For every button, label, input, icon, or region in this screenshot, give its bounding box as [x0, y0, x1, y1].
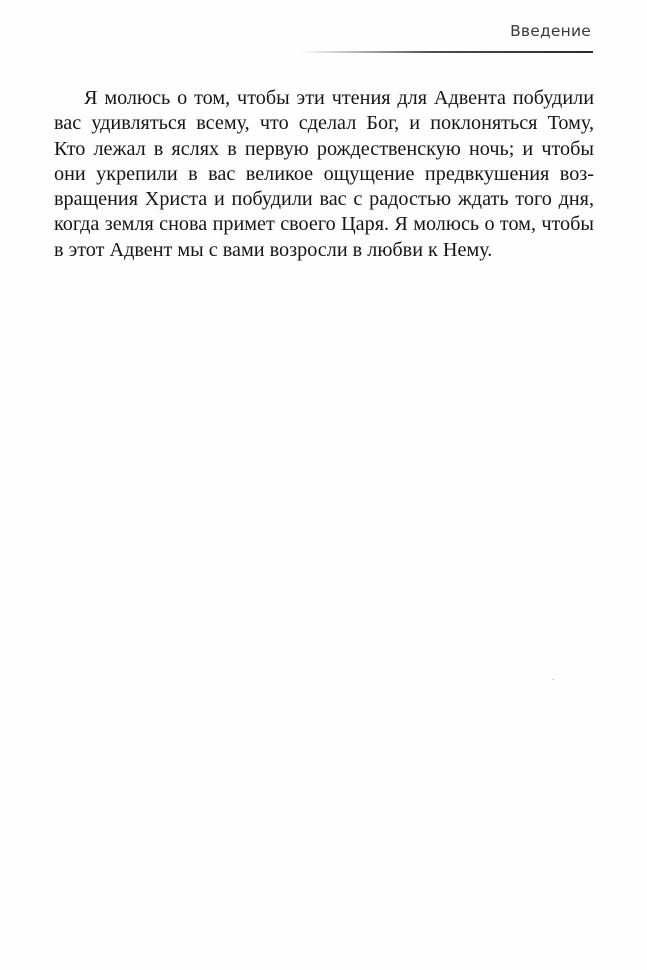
paragraph-line: когда земля снова примет своего Царя. Я молюсь о том, чтобы: [54, 213, 594, 236]
paragraph-line: вращения Христа и побудили вас с радостью ждать того дня,: [54, 188, 594, 211]
paragraph-line: вас удивляться всему, что сделал Бог, и поклоняться Тому,: [54, 112, 594, 135]
paragraph-line: в этот Адвент мы с вами возросли в любви к Нему.: [54, 238, 493, 261]
paragraph-line: они укрепили в вас великое ощущение предвкушения воз-: [54, 162, 594, 185]
paragraph-line: Кто лежал в яслях в первую рождественскую ночь; и чтобы: [54, 137, 594, 160]
paragraph-line: Я молюсь о том, чтобы эти чтения для Адвента побудили: [84, 87, 594, 109]
body-paragraph: [54, 86, 594, 263]
running-header-title: Введение: [510, 22, 591, 40]
scan-artifact-speck: [552, 679, 554, 680]
header-divider-rule: [300, 51, 593, 53]
